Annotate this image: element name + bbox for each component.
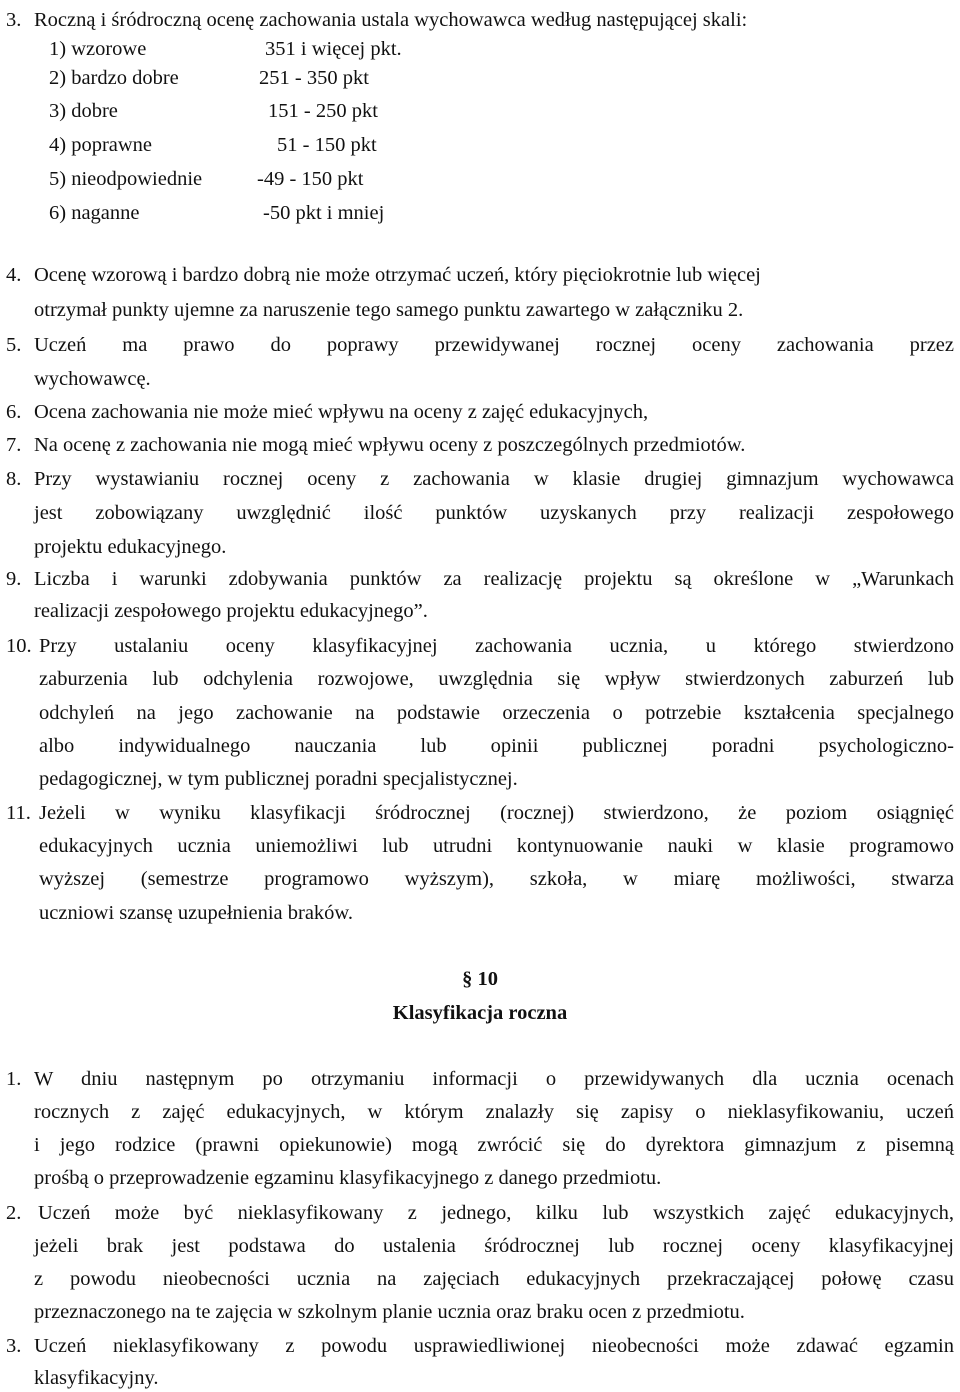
section-item-1-line-3: i jego rodzice (prawni opiekunowie) mogą zwrócić się do dyrektora gimnazjum z pisemną — [34, 1134, 954, 1156]
item-10-number: 10. — [6, 635, 32, 657]
scale-range-1: 351 i więcej pkt. — [265, 38, 402, 60]
scale-label-5: 5) nieodpowiednie — [49, 168, 203, 190]
item-7-number: 7. — [6, 434, 22, 456]
item-10-line-3: odchyleń na jego zachowanie na podstawie orzeczenia o potrzebie kształcenia specjalnego — [39, 702, 954, 724]
scale-range-4: 51 - 150 pkt — [277, 134, 377, 156]
scale-label-1: 1) wzorowe — [49, 38, 147, 60]
item-8-number: 8. — [6, 468, 22, 490]
section-item-1-line-2: rocznych z zajęć edukacyjnych, w którym znalazły się zapisy o nieklasyfikowaniu, uczeń — [34, 1101, 954, 1123]
section-item-2-line-3: z powodu nieobecności ucznia na zajęciach edukacyjnych przekraczającej połowę czasu — [34, 1268, 954, 1290]
item-9-line-1: Liczba i warunki zdobywania punktów za realizację projektu są określone w „Warunkach — [34, 568, 954, 590]
item-10-line-1: Przy ustalaniu oceny klasyfikacyjnej zachowania ucznia, u którego stwierdzono — [39, 635, 954, 657]
item-4-number: 4. — [6, 264, 22, 286]
section-number: 10 — [477, 968, 498, 990]
item-11-line-4: uczniowi szansę uzupełnienia braków. — [39, 902, 354, 924]
item-8-line-1: Przy wystawianiu rocznej oceny z zachowania w klasie drugiej gimnazjum wychowawca — [34, 468, 954, 490]
section-title: Klasyfikacja roczna — [392, 1002, 568, 1024]
section-item-2-line-1: Uczeń może być nieklasyfikowany z jednego, kilku lub wszystkich zajęć edukacyjnych, — [38, 1202, 954, 1224]
item-9-line-2: realizacji zespołowego projektu edukacyjnego”. — [34, 600, 428, 622]
item-3-number: 3. — [6, 9, 22, 31]
item-11-line-3: wyższej (semestrze programowo wyższym), szkoła, w miarę możliwości, stwarza — [39, 868, 954, 890]
item-9-number: 9. — [6, 568, 22, 590]
item-5-number: 5. — [6, 334, 22, 356]
scale-range-6: -50 pkt i mniej — [263, 202, 385, 224]
section-heading-number — [0, 966, 960, 992]
section-item-2-line-4: przeznaczonego na te zajęcia w szkolnym planie ucznia oraz braku ocen z przedmiotu. — [34, 1301, 745, 1323]
section-symbol: § — [462, 968, 473, 990]
section-item-1-line-4: prośbą o przeprowadzenie egzaminu klasyfikacyjnego z danego przedmiotu. — [34, 1167, 662, 1189]
item-4-line-2: otrzymał punkty ujemne za naruszenie tego samego punktu zawartego w załączniku 2. — [34, 299, 744, 321]
section-item-2-number: 2. — [6, 1202, 22, 1224]
section-item-3-line-2: klasyfikacyjny. — [34, 1367, 159, 1389]
item-10-line-4: albo indywidualnego nauczania lub opinii publicznej poradni psychologiczno- — [39, 735, 954, 757]
item-11-line-1: Jeżeli w wyniku klasyfikacji śródrocznej (rocznej) stwierdzono, że poziom osiągnięć — [39, 802, 954, 824]
item-11-number: 11. — [6, 802, 31, 824]
item-8-line-2: jest zobowiązany uwzględnić ilość punktów uzyskanych przy realizacji zespołowego — [34, 502, 954, 524]
scale-label-4: 4) poprawne — [49, 134, 153, 156]
item-10-line-5: pedagogicznej, w tym publicznej poradni specjalistycznej. — [39, 768, 518, 790]
item-4-line-1: Ocenę wzorową i bardzo dobrą nie może otrzymać uczeń, który pięciokrotnie lub więcej — [34, 264, 761, 286]
scale-label-6: 6) naganne — [49, 202, 140, 224]
scale-range-5: -49 - 150 pkt — [257, 168, 364, 190]
item-10-line-2: zaburzenia lub odchylenia rozwojowe, uwzględnia się wpływ stwierdzonych zaburzeń lub — [39, 668, 954, 690]
section-item-3-line-1: Uczeń nieklasyfikowany z powodu usprawiedliwionej nieobecności może zdawać egzamin — [34, 1335, 954, 1357]
item-5-line-1: Uczeń ma prawo do poprawy przewidywanej rocznej oceny zachowania przez — [34, 334, 954, 356]
section-item-3-number: 3. — [6, 1335, 22, 1357]
item-5-line-2: wychowawcę. — [34, 368, 151, 390]
scale-range-3: 151 - 250 pkt — [268, 100, 378, 122]
section-item-1-line-1: W dniu następnym po otrzymaniu informacji o przewidywanych dla ucznia ocenach — [34, 1068, 954, 1090]
scale-range-2: 251 - 350 pkt — [259, 67, 369, 89]
item-6-number: 6. — [6, 401, 22, 423]
section-item-1-number: 1. — [6, 1068, 22, 1090]
item-7-line-1: Na ocenę z zachowania nie mogą mieć wpływu oceny z poszczególnych przedmiotów. — [34, 434, 746, 456]
item-8-line-3: projektu edukacyjnego. — [34, 536, 227, 558]
scale-label-2: 2) bardzo dobre — [49, 67, 179, 89]
scale-label-3: 3) dobre — [49, 100, 118, 122]
section-item-2-line-2: jeżeli brak jest podstawa do ustalenia śródrocznej lub rocznej oceny klasyfikacyjnej — [34, 1235, 954, 1257]
item-3-text: Roczną i śródroczną ocenę zachowania ustala wychowawca według następującej skali: — [34, 9, 748, 31]
item-11-line-2: edukacyjnych ucznia uniemożliwi lub utrudni kontynuowanie nauki w klasie programowo — [39, 835, 954, 857]
item-6-line-1: Ocena zachowania nie może mieć wpływu na oceny z zajęć edukacyjnych, — [34, 401, 649, 423]
